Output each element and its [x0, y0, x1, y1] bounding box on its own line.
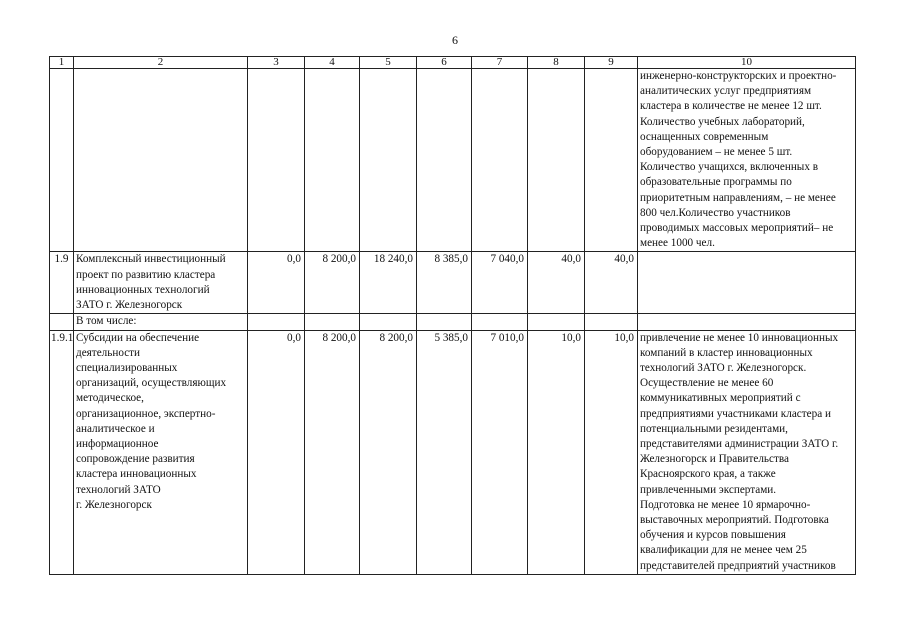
row-name [74, 330, 248, 574]
page-number: 6 [452, 33, 458, 47]
value-cell: 5 385,0 [417, 330, 472, 574]
text-line: Комплексный инвестиционный [76, 253, 226, 266]
text-line: оснащенных современным [640, 130, 769, 143]
header-cell: 1 [50, 57, 74, 69]
text-line: Красноярского края, а также [640, 468, 776, 481]
header-cell: 7 [472, 57, 528, 69]
value-cell: 40,0 [528, 252, 585, 314]
text-line: Количество учебных лабораторий, [640, 115, 805, 128]
table-row-including [50, 314, 856, 330]
header-cell: 4 [305, 57, 360, 69]
text-line: проект по развитию кластера [76, 268, 216, 281]
indicator-cell [638, 330, 856, 574]
text-line: квалификации для не менее чем 25 [640, 544, 807, 557]
row-name [74, 252, 248, 314]
program-table [49, 56, 856, 575]
text-line: компаний в кластер инновационных [640, 346, 813, 359]
text-line: деятельности [76, 346, 141, 359]
text-line: Подготовка не менее 10 ярмарочно- [640, 498, 811, 511]
value-cell: 8 200,0 [305, 330, 360, 574]
text-line: организационное, экспертно- [76, 407, 216, 420]
text-line: г. Железногорск [76, 498, 152, 511]
value-cell: 40,0 [585, 252, 638, 314]
text-line: методическое, [76, 392, 144, 405]
text-line: технологий ЗАТО г. Железногорск. [640, 362, 807, 375]
text-line: кластера инновационных [76, 468, 197, 481]
continuation-row [50, 69, 856, 252]
text-line: привлечение не менее 10 инновационных [640, 331, 839, 344]
value-cell: 10,0 [528, 330, 585, 574]
header-cell: 9 [585, 57, 638, 69]
header-cell: 8 [528, 57, 585, 69]
text-line: аналитическое и [76, 422, 155, 435]
header-cell: 10 [638, 57, 856, 69]
text-line: представителей предприятий участников [640, 559, 836, 572]
text-line: обучения и курсов повышения [640, 529, 786, 542]
text-line: технологий ЗАТО [76, 483, 161, 496]
text-line: проводимых массовых мероприятий– не [640, 222, 834, 235]
text-line: коммуникативных мероприятий с [640, 392, 801, 405]
continuation-indicators [638, 69, 856, 252]
text-line: специализированных [76, 362, 178, 375]
text-line: организаций, осуществляющих [76, 377, 227, 390]
text-line: кластера в количестве не менее 12 шт. [640, 100, 822, 113]
text-line: приоритетным направлениям, – не менее [640, 191, 836, 204]
text-line: представителями администрации ЗАТО г. [640, 438, 839, 451]
text-line: аналитических услуг предприятиям [640, 85, 812, 98]
header-cell: 6 [417, 57, 472, 69]
value-cell: 8 200,0 [305, 252, 360, 314]
header-cell: 2 [74, 57, 248, 69]
text-line: сопровождение развития [76, 453, 195, 466]
text-line: ЗАТО г. Железногорск [76, 299, 183, 312]
text-line: 800 чел.Количество участников [640, 206, 791, 219]
value-cell: 18 240,0 [360, 252, 417, 314]
text-line: оборудованием – не менее 5 шт. [640, 146, 793, 159]
text-line: образовательные программы по [640, 176, 792, 189]
value-cell: 7 040,0 [472, 252, 528, 314]
value-cell: 0,0 [248, 330, 305, 574]
text-line: Осуществление не менее 60 [640, 377, 774, 390]
header-row [50, 57, 856, 69]
header-cell: 5 [360, 57, 417, 69]
text-line: информационное [76, 438, 159, 451]
value-cell: 8 385,0 [417, 252, 472, 314]
value-cell: 10,0 [585, 330, 638, 574]
text-line: инновационных технологий [76, 283, 210, 296]
row-code: 1.9.1 [50, 330, 74, 574]
value-cell: 8 200,0 [360, 330, 417, 574]
value-cell: 7 010,0 [472, 330, 528, 574]
table-row-1-9 [50, 252, 856, 314]
text-line: привлеченными экспертами. [640, 483, 777, 496]
including-label: В том числе: [74, 314, 248, 330]
text-line: Железногорск и Правительства [640, 453, 789, 466]
text-line: Субсидии на обеспечение [76, 331, 200, 344]
text-line: предприятиями участниками кластера и [640, 407, 831, 420]
text-line: потенциальными резидентами, [640, 422, 788, 435]
indicator-cell [638, 252, 856, 314]
table-row-1-9-1 [50, 330, 856, 574]
text-line: Количество учащихся, включенных в [640, 161, 818, 174]
text-line: инженерно-конструкторских и проектно- [640, 70, 837, 82]
header-cell: 3 [248, 57, 305, 69]
value-cell: 0,0 [248, 252, 305, 314]
row-code: 1.9 [50, 252, 74, 314]
text-line: выставочных мероприятий. Подготовка [640, 514, 829, 527]
text-line: менее 1000 чел. [640, 237, 715, 250]
